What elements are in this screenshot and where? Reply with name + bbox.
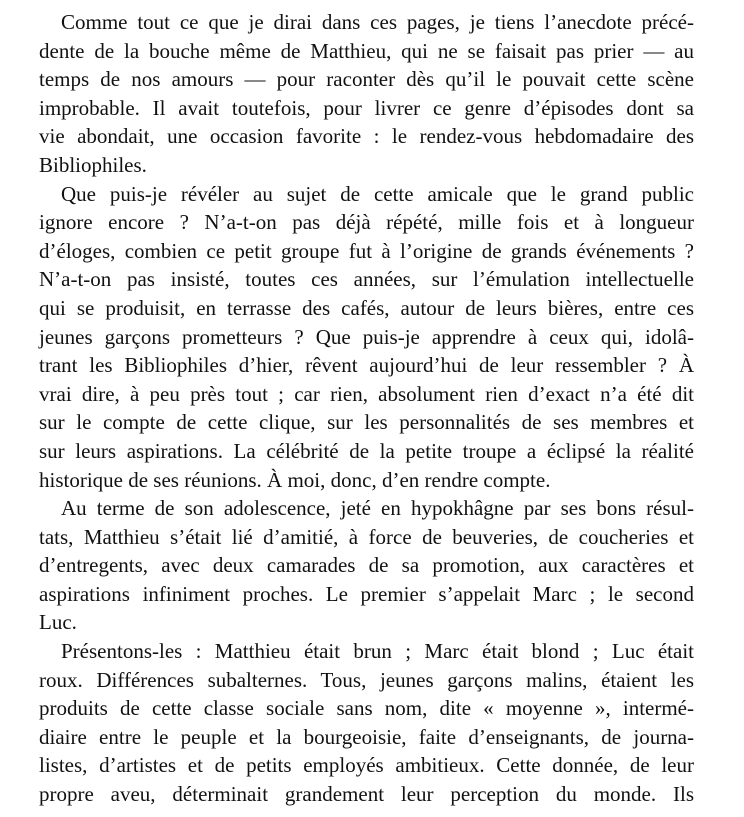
paragraph-2-line-6: jeunes garçons prometteurs ? Que puis-je apprendre à ceux qui, idolâ-: [39, 324, 694, 349]
paragraph-2-line-1: Que puis-je révéler au sujet de cette amicale que le grand public: [61, 181, 694, 206]
paragraph-1-line-5: vie abondait, une occasion favorite : le rendez-vous hebdomadaire des: [39, 124, 694, 149]
paragraph-4-line-1: Présentons-les : Matthieu était brun ; Marc était blond ; Luc était: [61, 639, 694, 664]
paragraph-2-line-11: historique de ses réunions. À moi, donc, d’en rendre compte.: [39, 467, 551, 492]
paragraph-4-line-5: listes, d’artistes et de petits employés ambitieux. Cette donnée, de leur: [39, 753, 694, 778]
paragraph-4-line-3: produits de cette classe sociale sans nom, dite « moyenne », intermé-: [39, 696, 694, 721]
paragraph-3-line-3: d’entregents, avec deux camarades de sa promotion, aux caractères et: [39, 553, 694, 578]
paragraph-1-line-4: improbable. Il avait toutefois, pour livrer ce genre d’épisodes dont sa: [39, 95, 694, 120]
paragraph-3-line-1: Au terme de son adolescence, jeté en hypokhâgne par ses bons résul-: [61, 496, 694, 521]
paragraph-1-line-2: dente de la bouche même de Matthieu, qui ne se faisait pas prier — au: [39, 38, 694, 63]
paragraph-2-line-5: qui se produisit, en terrasse des cafés, autour de leurs bières, entre ces: [39, 295, 694, 320]
paragraph-2-line-7: trant les Bibliophiles d’hier, rêvent aujourd’hui de leur ressembler ? À: [39, 353, 694, 378]
paragraph-2-line-2: ignore encore ? N’a-t-on pas déjà répété, mille fois et à longueur: [39, 210, 694, 235]
paragraph-3-line-2: tats, Matthieu s’était lié d’amitié, à force de beuveries, de coucheries et: [39, 524, 694, 549]
paragraph-3-line-4: aspirations infiniment proches. Le premier s’appelait Marc ; le second: [39, 581, 694, 606]
paragraph-4-line-2: roux. Différences subalternes. Tous, jeunes garçons malins, étaient les: [39, 667, 694, 692]
paragraph-2-line-4: N’a-t-on pas insisté, toutes ces années, sur l’émulation intellectuelle: [39, 267, 694, 292]
paragraph-2-line-10: sur leurs aspirations. La célébrité de la petite troupe a éclipsé la réalité: [39, 438, 694, 463]
paragraph-1-line-1: Comme tout ce que je dirai dans ces pages, je tiens l’anecdote précé-: [61, 10, 694, 34]
text-body: [39, 8, 694, 809]
paragraph-3-line-5: Luc.: [39, 610, 77, 635]
paragraph-4-line-4: diaire entre le peuple et la bourgeoisie, faite d’enseignants, de journa-: [39, 724, 694, 749]
paragraph-4-line-6: propre aveu, déterminait grandement leur perception du monde. Ils: [39, 782, 694, 807]
paragraph-1-line-6: Bibliophiles.: [39, 152, 147, 177]
paragraph-1-line-3: temps de nos amours — pour raconter dès qu’il le pouvait cette scène: [39, 67, 694, 92]
paragraph-2-line-3: d’éloges, combien ce petit groupe fut à l’origine de grands événements ?: [39, 238, 694, 263]
paragraph-2-line-8: vrai dire, à peu près tout ; car rien, absolument rien d’exact n’a été dit: [39, 381, 694, 406]
paragraph-2-line-9: sur le compte de cette clique, sur les personnalités de ses membres et: [39, 410, 694, 435]
